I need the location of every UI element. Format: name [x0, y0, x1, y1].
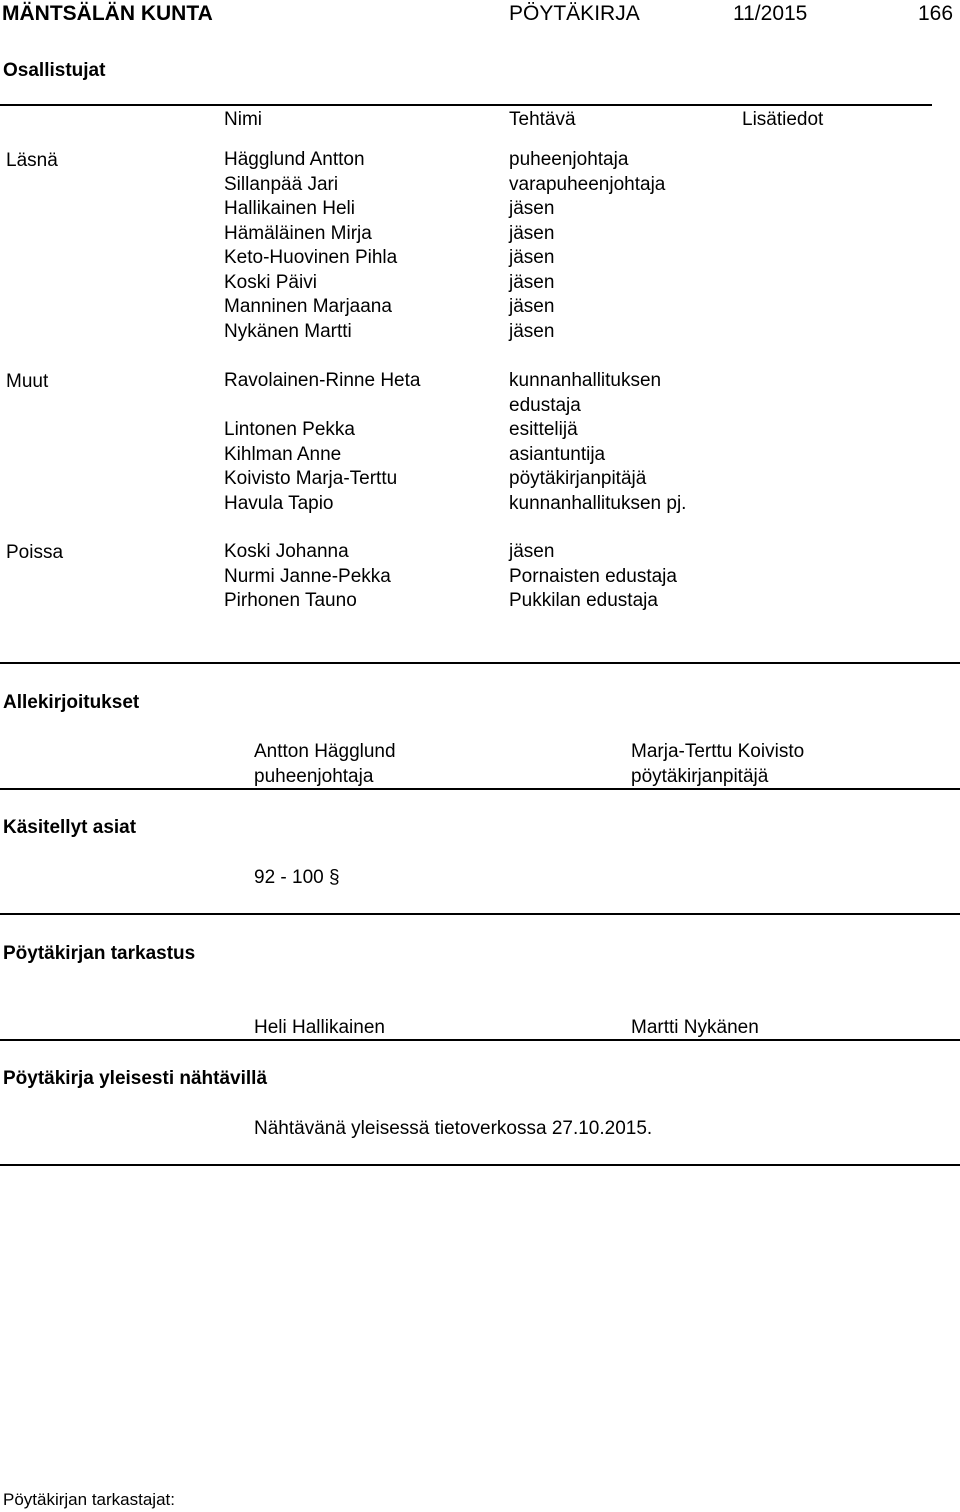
others-names [224, 369, 420, 516]
reviewers-footer-label: Pöytäkirjan tarkastajat: [3, 1490, 175, 1509]
participant-role: kunnanhallituksen pj. [509, 492, 687, 514]
public-notice: Nähtävänä yleisessä tietoverkossa 27.10.2015. [254, 1118, 653, 1139]
bottom-rule [0, 1164, 960, 1166]
participant-name: Koivisto Marja-Terttu [224, 468, 398, 489]
participant-role: jäsen [509, 271, 555, 293]
column-header-info: Lisätiedot [742, 109, 824, 130]
participant-name: Koski Päivi [224, 271, 317, 293]
participant-role: jäsen [509, 320, 555, 342]
participant-name: Manninen Marjaana [224, 296, 392, 317]
secretary-role: pöytäkirjanpitäjä [631, 766, 769, 787]
reviewer-1-name: Heli Hallikainen [254, 1017, 385, 1038]
participant-role: puheenjohtaja [509, 149, 629, 170]
participant-role: edustaja [509, 394, 581, 416]
participants-rule [0, 104, 932, 106]
participant-name [224, 394, 420, 419]
document-number: 11/2015 [733, 2, 808, 25]
participant-name: Nurmi Janne-Pekka [224, 565, 391, 587]
column-header-role: Tehtävä [509, 109, 576, 130]
participant-role: kunnanhallituksen [509, 370, 662, 391]
items-heading: Käsitellyt asiat [3, 817, 137, 838]
absent-roles [509, 540, 677, 614]
chair-name: Antton Hägglund [254, 741, 396, 762]
participant-role: pöytäkirjanpitäjä [509, 468, 647, 489]
participant-name: Koski Johanna [224, 541, 349, 562]
items-rule [0, 788, 960, 790]
participant-role: asiantuntija [509, 443, 606, 465]
page-number: 166 [918, 2, 954, 25]
signatures-rule [0, 662, 960, 664]
participant-name: Kihlman Anne [224, 443, 342, 465]
participant-role: Pornaisten edustaja [509, 565, 677, 587]
document-type: PÖYTÄKIRJA [509, 2, 640, 25]
review-rule [0, 913, 960, 915]
participant-name: Nykänen Martti [224, 320, 352, 342]
participant-role: jäsen [509, 541, 555, 562]
participant-role: jäsen [509, 296, 555, 317]
present-label: Läsnä [6, 150, 58, 171]
participant-name: Hämäläinen Mirja [224, 222, 372, 244]
participant-name: Keto-Huovinen Pihla [224, 247, 398, 268]
items-range: 92 - 100 § [254, 867, 340, 888]
participant-name: Sillanpää Jari [224, 173, 339, 195]
participant-role: jäsen [509, 198, 555, 219]
present-names [224, 148, 397, 344]
participant-name: Hallikainen Heli [224, 198, 355, 219]
column-header-name: Nimi [224, 109, 262, 130]
organization-name: MÄNTSÄLÄN KUNTA [2, 2, 213, 25]
participant-role: jäsen [509, 222, 555, 244]
participant-role: varapuheenjohtaja [509, 173, 666, 195]
public-rule [0, 1039, 960, 1041]
others-roles [509, 369, 686, 516]
present-roles [509, 148, 665, 344]
reviewer-2-name: Martti Nykänen [631, 1017, 759, 1038]
secretary-name: Marja-Terttu Koivisto [631, 741, 805, 762]
public-heading: Pöytäkirja yleisesti nähtävillä [3, 1068, 268, 1089]
participant-role: Pukkilan edustaja [509, 590, 658, 611]
signatures-heading: Allekirjoitukset [3, 692, 140, 713]
participant-role: jäsen [509, 247, 555, 268]
participant-name: Lintonen Pekka [224, 419, 355, 440]
absent-names [224, 540, 391, 614]
participant-name: Hägglund Antton [224, 149, 365, 170]
absent-label: Poissa [6, 542, 64, 563]
participant-name: Ravolainen-Rinne Heta [224, 370, 421, 391]
participant-name: Pirhonen Tauno [224, 590, 357, 611]
participants-heading: Osallistujat [3, 60, 106, 81]
review-heading: Pöytäkirjan tarkastus [3, 943, 196, 964]
participant-name: Havula Tapio [224, 492, 334, 514]
others-label: Muut [6, 371, 49, 392]
chair-role: puheenjohtaja [254, 766, 374, 787]
participant-role: esittelijä [509, 419, 578, 440]
